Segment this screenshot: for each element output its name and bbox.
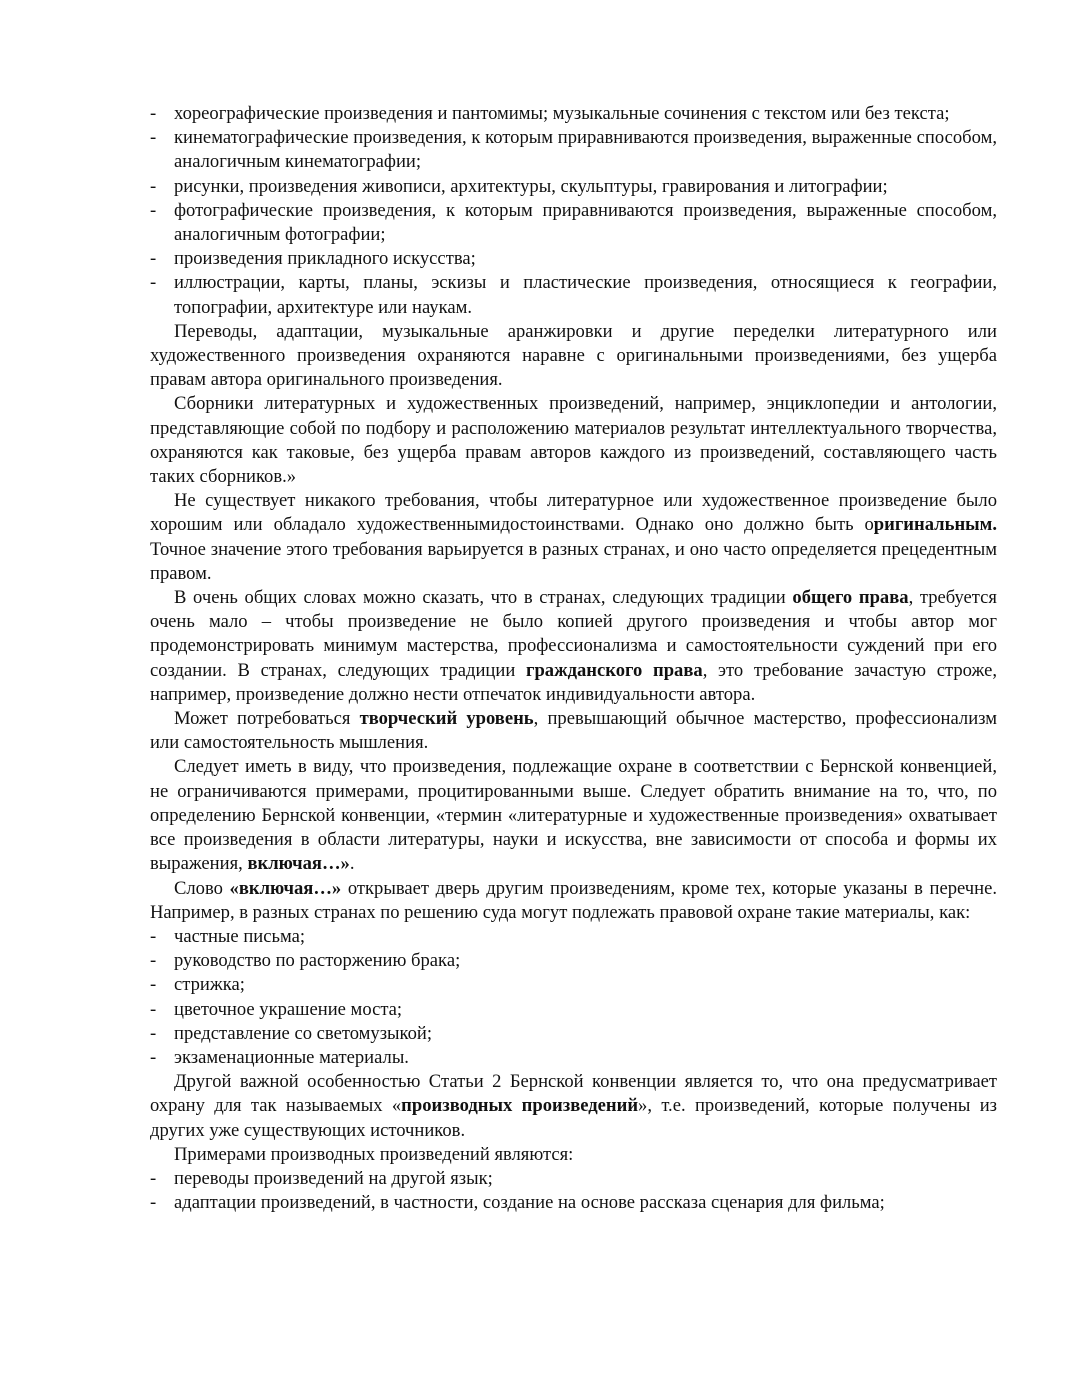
list-dash: - bbox=[150, 1046, 157, 1068]
list-item-text: экзаменационные материалы. bbox=[174, 1046, 409, 1068]
list-derivative-examples bbox=[150, 1167, 997, 1215]
list-dash: - bbox=[150, 103, 157, 124]
text-run: , превышающий обычное мастерство, профессионализм или самостоятельность мышления. bbox=[150, 708, 998, 754]
list-item bbox=[150, 1022, 997, 1046]
list-dash: - bbox=[150, 127, 157, 149]
list-item bbox=[150, 949, 997, 973]
list-item bbox=[150, 271, 997, 319]
document-page bbox=[150, 102, 997, 1215]
list-item-text: адаптации произведений, в частности, создание на основе рассказа сценария для фильма; bbox=[174, 1192, 885, 1214]
paragraph-creative-level bbox=[150, 707, 997, 755]
list-works bbox=[150, 102, 997, 320]
text-run: открывает дверь другим произведениям, кроме тех, которые указаны в перечне. Например, в разных странах по решению суда могут подлежать правовой охране такие материалы, как: bbox=[150, 877, 997, 923]
bold-term-common-law: общего права bbox=[792, 587, 909, 609]
list-item-text: произведения прикладного искусства; bbox=[174, 248, 476, 270]
list-item-text: фотографические произведения, к которым приравниваются произведения, выраженные способом, аналогичным фотографии; bbox=[174, 199, 997, 246]
list-dash: - bbox=[150, 974, 157, 996]
paragraph-derivative-works bbox=[150, 1070, 997, 1143]
list-dash: - bbox=[150, 248, 157, 270]
list-item-text: кинематографические произведения, к которым приравниваются произведения, выраженные способом, аналогичным кинематографии; bbox=[174, 127, 997, 173]
list-dash: - bbox=[150, 1192, 157, 1214]
paragraph-originality bbox=[150, 489, 997, 586]
text-run: Не существует никакого требования, чтобы литературное или художественное произведение было хорошим или обладало художественнымидостоинствами. Однако оно должно быть о bbox=[150, 490, 997, 536]
text-run: Следует иметь в виду, что произведения, подлежащие охране в соответствии с Бернской конвенцией, не ограничиваются примерами, процитированными выше. Следует обратить внимание на то, что, по определению Бернской конвенции, «термин «литературные и художественные произведения» охватывает все произведения в области литературы, науки и искусства, вне зависимости от способа и формы их выражения, bbox=[150, 756, 997, 875]
list-item-text: хореографические произведения и пантомимы; музыкальные сочинения с текстом или без текста; bbox=[174, 103, 950, 124]
list-item bbox=[150, 1046, 997, 1070]
paragraph-examples-intro: Примерами производных произведений являются: bbox=[174, 1143, 574, 1165]
paragraph-including-word bbox=[150, 877, 997, 925]
bold-term-including: включая…» bbox=[247, 853, 350, 875]
list-dash: - bbox=[150, 1167, 157, 1189]
list-dash: - bbox=[150, 950, 157, 972]
bold-term-creative-level: творческий уровень bbox=[359, 708, 534, 730]
text-run: Может потребоваться bbox=[174, 708, 360, 730]
list-dash: - bbox=[150, 1022, 157, 1044]
paragraph-translations: Переводы, адаптации, музыкальные аранжировки и другие переделки литературного или художественного произведения охраняются наравне с оригинальными произведениями, без ущерба правам автора оригинального произведения. bbox=[150, 320, 997, 391]
list-dash: - bbox=[150, 199, 157, 221]
list-item-text: переводы произведений на другой язык; bbox=[174, 1167, 493, 1189]
list-item bbox=[150, 1191, 997, 1215]
bold-term-derivative-works: производных произведений bbox=[401, 1095, 639, 1117]
list-item-text: частные письма; bbox=[174, 925, 306, 947]
paragraph-collections: Сборники литературных и художественных произведений, например, энциклопедии и антологии, представляющие собой по подбору и расположению материалов результат интеллектуального творчества, охраняются как таковые, без ущерба правам авторов каждого из произведений, составляющего часть таких сборников.» bbox=[150, 393, 997, 488]
bold-term-including-quote: «включая…» bbox=[229, 877, 342, 899]
list-item-text: иллюстрации, карты, планы, эскизы и пластические произведения, относящиеся к географии, топографии, архитектуре или наукам. bbox=[174, 272, 997, 318]
list-materials bbox=[150, 925, 997, 1070]
list-item bbox=[150, 126, 997, 174]
list-dash: - bbox=[150, 175, 157, 197]
text-run: Другой важной особенностью Статьи 2 Бернской конвенции является то, что она предусматривает охрану для так называемых « bbox=[150, 1071, 997, 1117]
list-item-text: рисунки, произведения живописи, архитектуры, скульптуры, гравирования и литографии; bbox=[174, 175, 888, 197]
list-item-text: представление со светомузыкой; bbox=[174, 1022, 433, 1044]
text-run: , требуется очень мало – чтобы произведение не было копией другого произведения и чтобы автор мог продемонстрировать минимум мастерства, профессионализма и самостоятельности суждений при его создании. В странах, следующих традиции bbox=[150, 587, 997, 681]
text-run: », т.е. произведений, которые получены из других уже существующих источников. bbox=[150, 1095, 997, 1141]
text-run: , это требование зачастую строже, например, произведение должно нести отпечаток индивидуальности автора. bbox=[150, 659, 997, 705]
list-dash: - bbox=[150, 272, 157, 294]
bold-term-civil-law: гражданского права bbox=[526, 659, 703, 681]
list-item bbox=[150, 925, 997, 949]
list-dash: - bbox=[150, 998, 157, 1020]
list-item-text: руководство по расторжению брака; bbox=[174, 950, 461, 972]
text-run: В очень общих словах можно сказать, что в странах, следующих традиции bbox=[174, 587, 793, 609]
list-item-text: стрижка; bbox=[174, 974, 245, 996]
text-run: Слово bbox=[174, 877, 230, 899]
list-item bbox=[150, 247, 997, 271]
bold-term-original: ригинальным. bbox=[873, 514, 997, 536]
paragraph-berne-definition bbox=[150, 755, 997, 876]
list-item bbox=[150, 973, 997, 997]
text-run: Точное значение этого требования варьируется в разных странах, и оно часто определяется прецедентным правом. bbox=[150, 538, 997, 584]
list-dash: - bbox=[150, 925, 157, 947]
list-item bbox=[150, 199, 997, 247]
paragraph-common-law bbox=[150, 586, 997, 707]
list-item bbox=[150, 998, 997, 1022]
list-item bbox=[150, 102, 997, 126]
list-item-text: цветочное украшение моста; bbox=[174, 998, 403, 1020]
list-item bbox=[150, 175, 997, 199]
list-item bbox=[150, 1167, 997, 1191]
text-run: . bbox=[349, 853, 355, 875]
